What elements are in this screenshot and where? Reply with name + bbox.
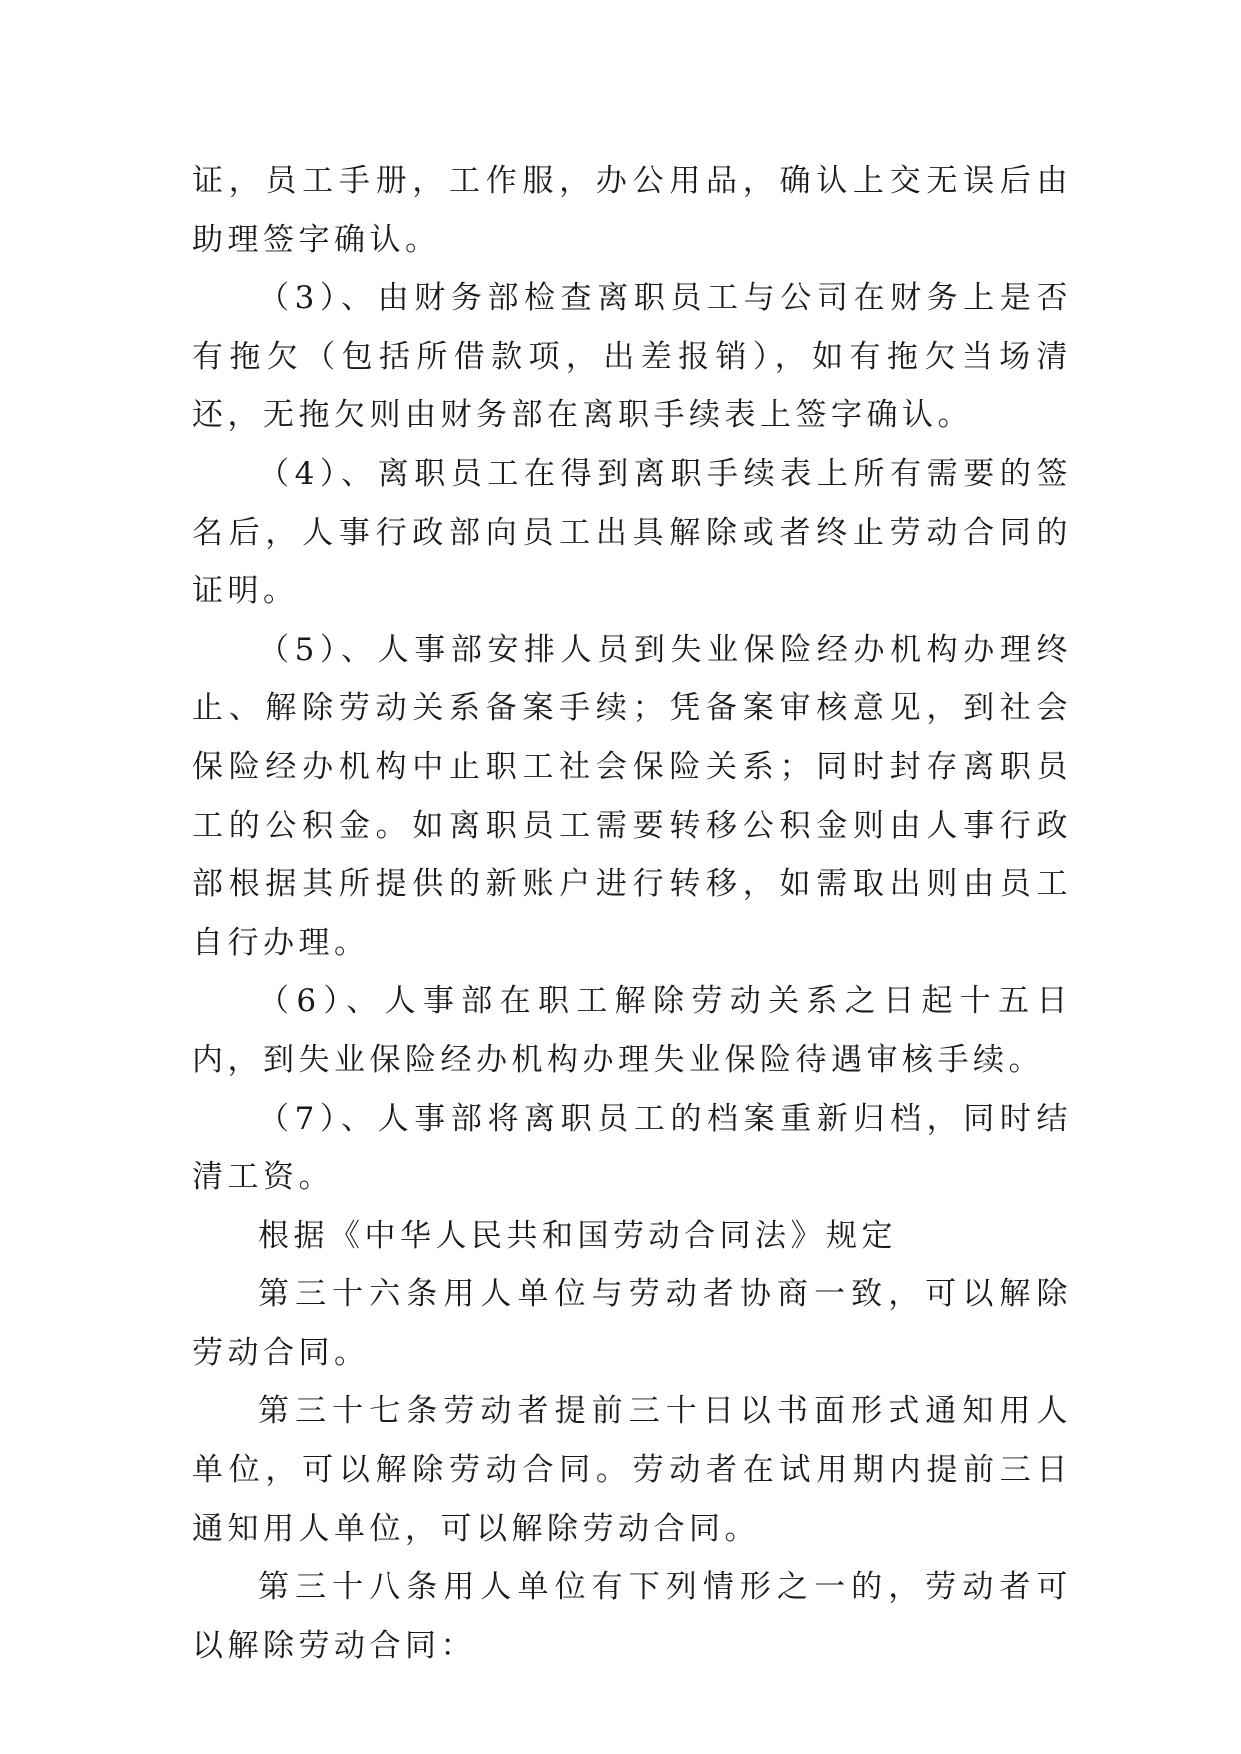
- paragraph-step-4: （4）、离职员工在得到离职手续表上所有需要的签名后，人事行政部向员工出具解除或者终止劳动合同的证明。: [192, 455, 1072, 610]
- paragraph-step-7: （7）、人事部将离职员工的档案重新归档，同时结清工资。: [192, 1100, 1072, 1196]
- paragraph-article-38: 第三十八条用人单位有下列情形之一的，劳动者可以解除劳动合同：: [192, 1569, 1072, 1664]
- paragraph-step-5: （5）、人事部安排人员到失业保险经办机构办理终止、解除劳动关系备案手续；凭备案审核意见，到社会保险经办机构中止职工社会保险关系；同时封存离职员工的公积金。如离职员工需要转移公积金则由人事行政部根据其所提供的新账户进行转移，如需取出则由员工自行办理。: [192, 631, 1072, 961]
- paragraph-step-6: （6）、人事部在职工解除劳动关系之日起十五日内，到失业保险经办机构办理失业保险待遇审核手续。: [192, 983, 1072, 1078]
- paragraph-article-37: 第三十七条劳动者提前三十日以书面形式通知用人单位，可以解除劳动合同。劳动者在试用期内提前三日通知用人单位，可以解除劳动合同。: [192, 1393, 1072, 1547]
- paragraph-step-3: （3）、由财务部检查离职员工与公司在财务上是否有拖欠（包括所借款项，出差报销），如有拖欠当场清还，无拖欠则由财务部在离职手续表上签字确认。: [192, 280, 1072, 434]
- paragraph-continuation: 证，员工手册，工作服，办公用品，确认上交无误后由助理签字确认。: [192, 163, 1072, 258]
- paragraph-article-36: 第三十六条用人单位与劳动者协商一致，可以解除劳动合同。: [192, 1276, 1072, 1371]
- paragraph-law-reference: 根据《中华人民共和国劳动合同法》规定: [258, 1217, 897, 1254]
- document-body: [192, 152, 1072, 1675]
